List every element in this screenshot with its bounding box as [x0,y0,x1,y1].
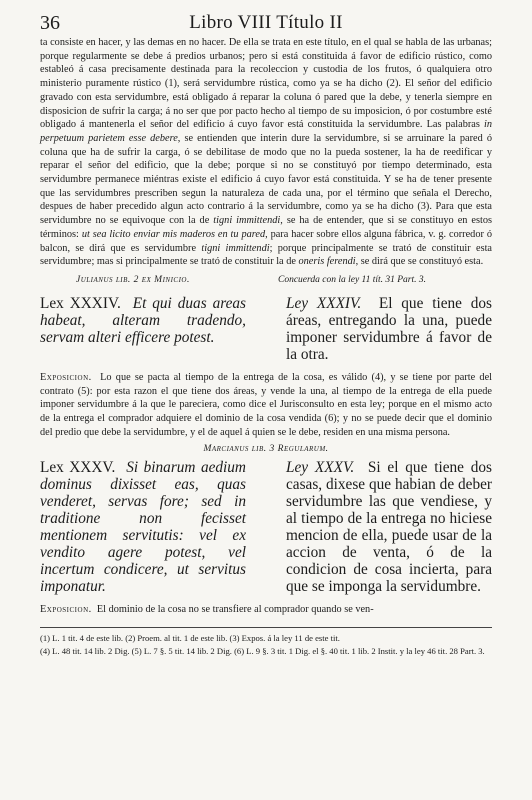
law-34-citations [40,275,492,293]
opening-paragraph: ta consiste en hacer, y las demas en no hacer. De ella se trata en este título, en el qual se habla de las urbanas; porque regularmente se debe á predios urbanos; pero si está constituida á favor de edificio rústico, como estableó á casa precisamente destinada para la recoleccion y custodia de los frutos, ó qualquiera otro ministerio puramente rústico (1), será servidumbre rústica, como ya se ha dicho (2). El señor del edificio gravado con esta servidumbre, está obligado á reparar la coluna ó pared que la debe, y tenerla siempre en disposicion de sufrir la carga; á no ser que por pacto hecho al tiempo de su imposicion, ó por costumbre esté obligado á mantenerla el señor del edificio á cuyo favor está constituida la servidumbre. Las palabras in perpetuum parietem esse debere, se entienden que interin dure la servidumbre, si se arruinare la pared ó coluna que ha de sufrir la carga, ó se debilitase de modo que no la pueda sostener, la ha de reedificar y reparar el señor del edificio, que la debe; porque si no se constituyó por tiempo determinado, esta servidumbre permanece miéntras existe el edificio á cuyo favor está constituida. Y se ha de tener presente que las servidumbres prescriben segun la naturaleza de cada una, por el término que señala el Derecho, despues de haber precedido algun acto contrario á la servidumbre, como ya se ha dicho (3). Para que esta servidumbre no se equivoque con la de tigni immittendi, se ha de entender, que si se constituyo en estos términos: ut sea licito enviar mis maderos en tu pared, para hacer sobre ellos alguna fábrica, v. g. corredor ó balcon, se dirá que es servidumbre tigni immittendi; porque principalmente se trató de constituir esta servidumbre; mas si principalmente se trató de constituir la de oneris ferendi, se dirá que se constituyó esta. [40,37,493,268]
law-34-columns [40,295,492,363]
law-35-citation: Marcianus lib. 3 Regularum. [203,444,329,455]
spanish-law-35: Ley XXXV. Si el que tiene dos casas, dixese que habian de deber servidumbre las que vendiese, y al tiempo de la entrega no hiciese mencion de ella, puede usar de la accion de venta, ó de la condicion de cosa incierta, para que se imponga la servidumbre. [286,459,493,596]
exposition-34: Exposicion. Lo que se pacta al tiempo de la entrega de la cosa, es válido (4), y se tiene por parte del contrato (5): por esta razon el que tiene dos áreas, y vende la una, al tiempo de la entrega de ella puede imponer servidumbre á la que le pareciera, como dice el Jurisconsulto en esta ley; porque en el mismo acto de la entrega el comprador adquiere el dominio de la cosa vendida (6); y no se puede decir que el dominio del predio que debe la servidumbre, y el de aquel á quien se le debe, residen en una misma persona. [40,371,492,438]
page-number: 36 [40,12,60,34]
footnote-line: (1) L. 1 tit. 4 de este lib. (2) Proem. al tit. 1 de este lib. (3) Expos. á la ley 11 de este tit. [40,633,340,644]
exposition-35: Exposicion. El dominio de la cosa no se transfiere al comprador quando se ven- [40,604,374,616]
page-header [40,12,492,36]
footnotes [40,632,492,657]
source-citation: Julianus lib. 2 ex Minicio. [76,274,190,285]
running-title: Libro VIII Título II [189,12,343,33]
spanish-law-34: Ley XXXIV. El que tiene dos áreas, entregando la una, puede imponer servidumbre á favor de la otra. [286,294,492,363]
footnote-line: (4) L. 48 tit. 14 lib. 2 Dig. (5) L. 7 §. 5 tit. 14 lib. 2 Dig. (6) L. 9 §. 3 tit. 1 Dig. el §. 40 tit. 1 lib. 2 Instit. y la ley 46 tit. 28 Part. 3. [40,645,485,656]
latin-law-35: Lex XXXV. Si binarum aedium dominus dixisset eas, quas venderet, servas fore; sed in traditione non fecisset mentionem servitutis: vel ex vendito agere potest, vel incertum condicere, ut servitus imponatur. [40,459,246,596]
latin-law-34: Lex XXXIV. Et qui duas areas habeat, alteram tradendo, servam alteri efficere potest. [40,294,246,346]
law-35-columns [40,459,492,595]
footnote-divider [40,627,492,628]
concordance-citation: Concuerda con la ley 11 tít. 31 Part. 3. [278,274,427,285]
